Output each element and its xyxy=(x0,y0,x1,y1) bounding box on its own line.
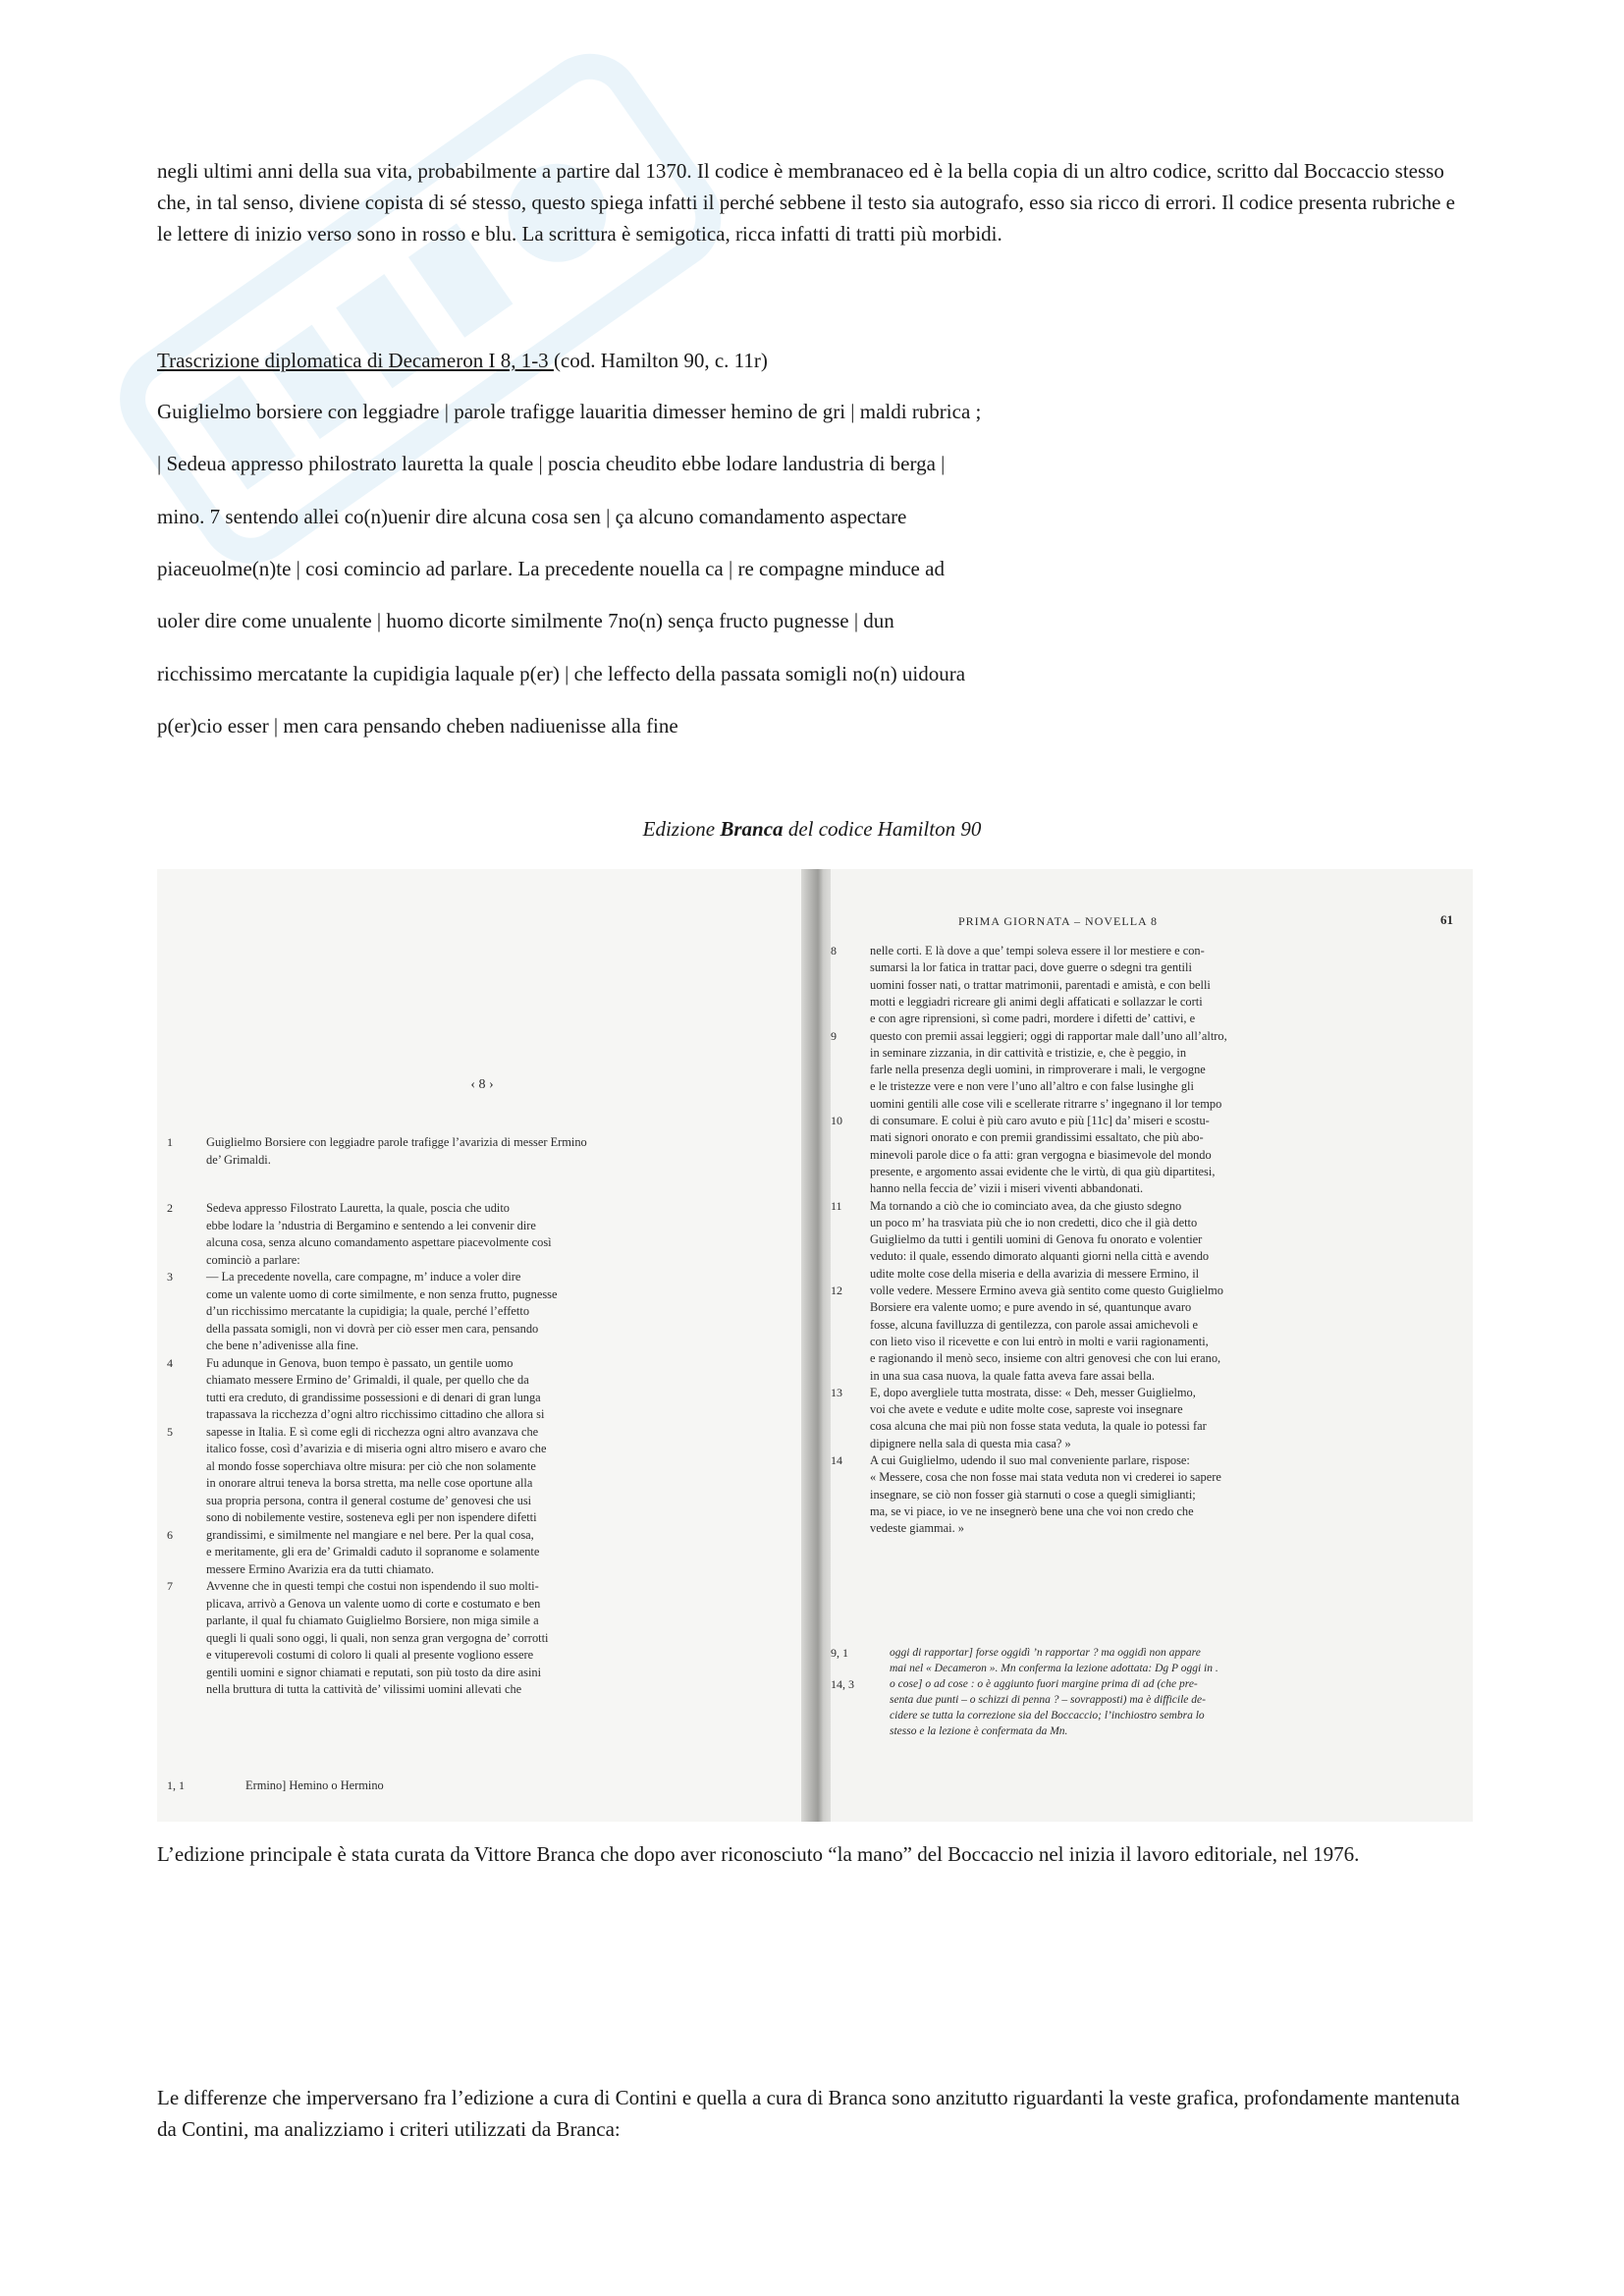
scan-text-line: ebbe lodare la ’ndustria di Bergamino e sentendo a lei convenir dire xyxy=(206,1218,536,1232)
scan-text-line: questo con premii assai leggieri; oggi di rapportar male dall’uno all’altro, xyxy=(870,1028,1227,1043)
scan-text-line: un poco m’ ha trasviata più che io non credetti, dico che il già detto xyxy=(870,1215,1198,1230)
scan-text-line: messere Ermino Avarizia era da tutti chiamato. xyxy=(206,1561,435,1576)
scan-text-line: con lieto viso il ricevette e con lui entrò in molti e varii ragionamenti, xyxy=(870,1334,1209,1348)
running-head: PRIMA GIORNATA – NOVELLA 8 xyxy=(958,914,1159,928)
scan-line-number: 4 xyxy=(167,1355,173,1370)
scan-text-line: volle vedere. Messere Ermino aveva già sentito come questo Guiglielmo xyxy=(870,1284,1223,1297)
scan-line-number: 10 xyxy=(831,1114,842,1127)
scan-text-line: sua propria persona, contra il general costume de’ genovesi che usi xyxy=(206,1493,532,1507)
scan-text-line: hanno nella feccia de’ vizii i miseri viventi abbandonati. xyxy=(870,1181,1144,1196)
scan-text-line: gentili uomini e signor chiamati e reputati, son più tosto da dire asini xyxy=(206,1665,542,1679)
scan-text-line: sapesse in Italia. E sì come egli di ricchezza ogni altro avanzava che xyxy=(206,1424,539,1439)
transcription-line: p(er)cio esser | men cara pensando cheben nadiuenisse alla fine xyxy=(157,714,678,738)
scan-text-line: Avvenne che in questi tempi che costui non ispendendo il suo molti- xyxy=(206,1579,539,1593)
scan-text-line: presente, e argomento assai evidente che le virtù, di qua giù dipartitesi, xyxy=(870,1164,1216,1178)
caption-prefix: Edizione xyxy=(642,817,721,841)
page-number: 61 xyxy=(1440,912,1453,927)
scan-line-number: 2 xyxy=(167,1201,173,1215)
closing-paragraph: Le differenze che imperversano fra l’edizione a cura di Contini e quella a cura di Branca sono anzitutto riguardanti la veste grafica, profondamente mantenuta da Contini, ma analizziamo i criteri utilizzati da Branca: xyxy=(157,2086,1460,2141)
scan-text-line: « Messere, cosa che non fosse mai stata veduta non vi crederei io sapere xyxy=(870,1470,1221,1485)
scan-text-line: e vituperevoli costumi di coloro li quali al presente vogliono essere xyxy=(206,1648,534,1662)
scan-line-number: 1 xyxy=(167,1135,173,1149)
scan-text-line: nelle corti. E là dove a que’ tempi soleva essere il lor mestiere e con- xyxy=(870,944,1205,957)
transcription-line: Guiglielmo borsiere con leggiadre | parole trafigge lauaritia dimesser hemino de gri | maldi rubrica ; xyxy=(157,400,982,423)
footnote-ref: 1, 1 xyxy=(167,1778,185,1792)
footnote-text: o cose] o ad cose : o è aggiunto fuori margine prima di ad (che pre- xyxy=(890,1678,1198,1690)
transcription-line: uoler dire come unualente | huomo dicorte similmente 7no(n) sença fructo pugnesse | dun xyxy=(157,609,894,632)
scan-line-number: 14 xyxy=(831,1453,842,1467)
scan-text-line: di consumare. E colui è più caro avuto e più [11c] da’ miseri e scostu- xyxy=(870,1114,1210,1127)
scan-text-line: in una sua casa nuova, la quale fatta aveva fare assai bella. xyxy=(870,1368,1156,1383)
scan-line-number: 5 xyxy=(167,1424,173,1439)
scan-text-line: farle nella presenza degli uomini, in rimproverare i mali, le vergogne xyxy=(870,1063,1206,1077)
footnote-text: Ermino] Hemino o Hermino xyxy=(245,1778,384,1792)
scan-text-line: dipignere nella sala di questa mia casa? » xyxy=(870,1436,1071,1450)
scan-line-number: 12 xyxy=(831,1284,842,1297)
scan-text-line: e le tristezze vere e non vere l’uno all’altro e con false lusinghe gli xyxy=(870,1079,1194,1094)
scan-text-line: ma, se vi piace, io ve ne insegnerò bene una che voi non credo che xyxy=(870,1503,1194,1518)
scan-text-line: che bene n’adivenisse alla fine. xyxy=(206,1339,359,1352)
after-scan-paragraph: L’edizione principale è stata curata da Vittore Branca che dopo aver riconosciuto “la mano” del Boccaccio nel inizia il lavoro editoriale, nel 1976. xyxy=(157,1842,1360,1866)
footnote-ref: 14, 3 xyxy=(831,1677,854,1691)
scan-text-line: motti e leggiadri ricreare gli animi degli affaticati e sollazzar le corti xyxy=(870,994,1203,1009)
caption-bold: Branca xyxy=(720,817,784,841)
transcription-line: | Sedeua appresso philostrato lauretta la quale | poscia cheudito ebbe lodare landustria di berga | xyxy=(157,452,946,475)
scan-text-line: veduto: il quale, essendo dimorato alquanti giorni nella città e avendo xyxy=(870,1249,1210,1264)
scan-text-line: Guiglielmo da tutti i gentili uomini di Genova fu onorato e volentier xyxy=(870,1232,1203,1247)
scan-text-line: parlante, il qual fu chiamato Guiglielmo Borsiere, non miga simile a xyxy=(206,1613,539,1627)
scan-text-line: mati signori onorato e con premii grandissimi essaltato, che più abo- xyxy=(870,1130,1204,1145)
footnote-text: oggi di rapportar] forse oggidì ’n rapportar ? ma oggidì non appare xyxy=(890,1647,1201,1659)
scan-text-line: della passata somigli, non vi dovrà per ciò esser men cara, pensando xyxy=(206,1321,539,1336)
scan-text-line: udite molte cose della miseria e della avarizia di messere Ermino, il xyxy=(870,1266,1200,1281)
footnote-text: cidere se tutta la correzione sia del Boccaccio; l’inchiostro sembra lo xyxy=(890,1710,1205,1722)
scan-line-number: 8 xyxy=(831,944,837,957)
scan-text-line: e ragionando il menò seco, insieme con altri genovesi che con lui erano, xyxy=(870,1351,1221,1366)
scan-text-line: in seminare zizzania, in dir cattività e tristizie, e, che è peggio, in xyxy=(870,1045,1187,1060)
scan-text-line: tutti era creduto, di grandissime possessioni e di denari di gran lunga xyxy=(206,1390,541,1404)
scan-line-number: 13 xyxy=(831,1385,842,1399)
scan-line-number: 9 xyxy=(831,1028,837,1043)
scan-text-line: Fu adunque in Genova, buon tempo è passato, un gentile uomo xyxy=(206,1355,514,1370)
scan-text-line: minevoli parole dice o fa atti: gran vergogna e biasimevole del mondo xyxy=(870,1147,1212,1162)
figure-caption xyxy=(0,817,1624,842)
scan-left-page xyxy=(157,869,807,1822)
transcription-heading-title: Trascrizione diplomatica di Decameron I 8, 1-3 xyxy=(157,349,554,372)
scan-text-line: e meritamente, gli era de’ Grimaldi caduto il sopranome e solamente xyxy=(206,1545,540,1558)
footnote-ref: 9, 1 xyxy=(831,1646,848,1660)
scan-right-page xyxy=(831,869,1473,1822)
footnote-text: stesso e la lezione è confermata da Mn. xyxy=(890,1725,1068,1737)
scan-line-number: 11 xyxy=(831,1198,842,1213)
scan-text-line: e con agre riprensioni, sì come padri, mordere i difetti de’ cattivi, e xyxy=(870,1011,1196,1026)
scan-text-line: uomini fosser nati, o trattar matrimonii, parentadi e amistà, e con belli xyxy=(870,977,1211,992)
scan-text-line: A cui Guiglielmo, udendo il suo mal conveniente parlare, rispose: xyxy=(870,1453,1190,1467)
scan-line-number: 3 xyxy=(167,1270,173,1284)
scan-text-line: al mondo fosse soperchiava oltre misura: per ciò che non solamente xyxy=(206,1458,536,1473)
scan-text-line: de’ Grimaldi. xyxy=(206,1152,271,1167)
scan-text-line: quegli li quali sono oggi, li quali, non senza gran vergogna de’ corrotti xyxy=(206,1630,549,1645)
scan-text-line: sono di nobilemente vestire, sosteneva egli per non ispendere difetti xyxy=(206,1510,537,1524)
scan-text-line: insegnare, se ciò non fosser già starnuti o cose a quegli simiglianti; xyxy=(870,1487,1196,1502)
scan-text-line: voi che avete e vedute e udite molte cose, sapreste voi insegnare xyxy=(870,1402,1183,1417)
footnote-text: mai nel « Decameron ». Mn conferma la lezione adottata: Dg P oggi in . xyxy=(890,1663,1218,1674)
scan-text-line: — La precedente novella, care compagne, m’ induce a voler dire xyxy=(206,1270,521,1284)
scan-text-line: Sedeva appresso Filostrato Lauretta, la quale, poscia che udito xyxy=(206,1201,510,1215)
scan-text-line: Guiglielmo Borsiere con leggiadre parole trafigge l’avarizia di messer Ermino xyxy=(206,1135,587,1149)
scan-text-line: nella bruttura di tutta la cattività de’ vilissimi uomini allevati che xyxy=(206,1682,522,1696)
caption-suffix: del codice Hamilton 90 xyxy=(783,817,982,841)
scan-text-line: come un valente uomo di corte similmente, e non senza frutto, pugnesse xyxy=(206,1286,558,1301)
scan-text-line: alcuna cosa, senza alcuno comandamento aspettare piacevolmente così xyxy=(206,1235,552,1249)
scan-text-line: cosa alcuna che mai più non fosse stata veduta, la quale io potessi far xyxy=(870,1419,1207,1434)
scan-text-line: fosse, alcuna favilluzza di gentilezza, con parole assai amichevoli e xyxy=(870,1317,1199,1332)
scan-text-line: plicava, arrivò a Genova un valente uomo di corte e costumato e ben xyxy=(206,1596,541,1611)
scan-text-line: Borsiere era valente uomo; e pure avendo in sé, quantunque avaro xyxy=(870,1300,1192,1315)
transcription-line: ricchissimo mercatante la cupidigia laquale p(er) | che leffecto della passata somigli no(n) uidoura xyxy=(157,662,966,685)
scan-text-line: trapassava la ricchezza d’ogni altro ricchissimo cittadino che allora si xyxy=(206,1407,545,1421)
novella-number: ‹ 8 › xyxy=(470,1077,494,1092)
scan-text-line: d’un ricchissimo mercatante la cupidigia; la quale, perché l’effetto xyxy=(206,1304,530,1318)
scan-text-line: uomini gentili alle cose vili e scellerate ritrarre s’ ingegnano il lor tempo xyxy=(870,1096,1222,1111)
scan-text-line: in onorare altrui teneva la borsa stretta, ma nelle cose oportune alla xyxy=(206,1476,533,1490)
transcription-line: piaceuolme(n)te | cosi comincio ad parlare. La precedente nouella ca | re compagne minduce ad xyxy=(157,557,945,580)
scan-text-line: chiamato messere Ermino de’ Grimaldi, il quale, per quello che da xyxy=(206,1373,529,1387)
transcription-heading-ref: (cod. Hamilton 90, c. 11r) xyxy=(553,349,768,372)
transcription-heading xyxy=(157,346,768,375)
scanned-edition-image xyxy=(157,869,1473,1822)
transcription-line: mino. 7 sentendo allei co(n)uenir dire alcuna cosa sen | ça alcuno comandamento aspectare xyxy=(157,505,907,528)
footnote-text: senta due punti – o schizzi di penna ? – sovrapposti) ma è difficile de- xyxy=(890,1694,1206,1706)
scan-line-number: 7 xyxy=(167,1579,173,1593)
scan-text-line: cominciò a parlare: xyxy=(206,1252,300,1267)
intro-paragraph: negli ultimi anni della sua vita, probabilmente a partire dal 1370. Il codice è membranaceo ed è la bella copia di un altro codice, scritto dal Boccaccio stesso che, in tal senso, diviene copista di sé stesso, questo spiega infatti il perché sebbene il testo sia autografo, esso sia ricco di errori. Il codice presenta rubriche e le lettere di inizio verso sono in rosso e blu. La scrittura è semigotica, ricca infatti di tratti più morbidi. xyxy=(157,159,1455,246)
scan-line-number: 6 xyxy=(167,1527,173,1542)
scan-text-line: E, dopo avergliele tutta mostrata, disse: « Deh, messer Guiglielmo, xyxy=(870,1385,1196,1399)
scan-text-line: italico fosse, così d’avarizia e di miseria ogni altro misero e avaro che xyxy=(206,1442,547,1455)
scan-text-line: Ma tornando a ciò che io cominciato avea, da che giusto sdegno xyxy=(870,1198,1182,1213)
scan-text-line: sumarsi la lor fatica in trattar paci, dove guerre o sdegni tra gentili xyxy=(870,960,1192,975)
scan-text-line: grandissimi, e similmente nel mangiare e nel bere. Per la qual cosa, xyxy=(206,1527,534,1542)
scan-text-line: vedeste giammai. » xyxy=(870,1521,964,1536)
